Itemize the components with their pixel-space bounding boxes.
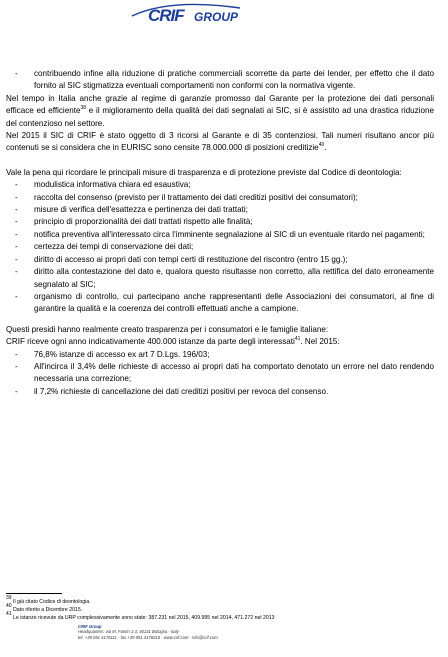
document-body (6, 68, 434, 398)
footnote-ref: 41 (294, 336, 301, 343)
list-item: - modulistica informativa chiara ed esaustiva; (6, 179, 434, 191)
svg-text:GROUP: GROUP (194, 10, 239, 24)
list-item: - diritto alla contestazione del dato e, qualora questo risultasse non corretto, alla rettifica del dato erroneamente segnalato al SIC; (6, 266, 434, 291)
footer-brand: CRIF Group (78, 624, 102, 629)
footnote: $^{40}$ Dato riferito a Dicembre 2015. (6, 603, 83, 614)
page-footer (78, 624, 378, 640)
footnote-ref: 38 (80, 105, 87, 112)
measures-list (6, 179, 434, 315)
list-item: - organismo di controllo, cui partecipano anche rappresentanti delle Associazioni dei consumatori, al fine di garantire la qualità e la coerenza dei controlli effettuati anche a campione. (6, 291, 434, 316)
list-item: - raccolta del consenso (previsto per il trattamento dei dati creditizi positivi dei consumatori); (6, 192, 434, 204)
stats-list (6, 349, 434, 399)
list-item: - contribuendo infine alla riduzione di pratiche commerciali scorrette da parte dei lender, per effetto che il dato fornito al SIC stigmatizza eventuali comportamenti non conformi con la normativa vigente. (6, 68, 434, 93)
list-item: - diritto di accesso ai propri dati con tempi certi di restituzione del riscontro (entro 15 gg.); (6, 254, 434, 266)
paragraph-dispute-reduction: Nel tempo in Italia anche grazie al regime di garanzie promosso dal Garante per la protezione dei dati personali efficace ed efficiente$^{38}$ e il miglioramento della qualità dei dati segnalati ai SIC, si è assistito ad una drastica riduzione del contenzioso nel settore. (6, 93, 434, 128)
list-item: - il 7,2% richieste di cancellazione dei dati creditizi positivi per revoca del consenso. (6, 386, 434, 398)
paragraph-transparency: Questi presidi hanno realmente creato trasparenza per i consumatori e le famiglie italiane: (6, 324, 329, 334)
footnote: $^{39}$ Il già citato Codice di deontologia. (6, 595, 91, 605)
list-item: - misure di verifica dell'esattezza e pertinenza dei dati trattati; (6, 204, 434, 216)
list-item: - certezza dei tempi di conservazione dei dati; (6, 241, 434, 253)
footer-address: Headquarters: via M. Fantin 1-3, 40131 Bologna - Italy (78, 629, 179, 635)
list-item: - notifica preventiva all'interessato circa l'imminente segnalazione al SIC di un eventuale ritardo nei pagamenti; (6, 229, 434, 241)
footnote-ref: 40 (318, 142, 325, 149)
svg-text:CRIF: CRIF (148, 6, 184, 24)
list-item: - principio di proporzionalità dei dati trattati rispetto alle finalità; (6, 216, 434, 228)
paragraph-requests: CRIF riceve ogni anno indicativamente 400.000 istanze da parte degli interessati$^{41}$. Nel 2015: (6, 336, 340, 347)
paragraph-measures-intro: Vale la pena qui ricordare le principali misure di trasparenza e di protezione previste dal Codice di deontologia: (6, 167, 402, 177)
crif-group-logo (130, 2, 300, 24)
footnotes (6, 595, 436, 623)
footer-contacts: tel. +39 051 4176111 - fax +39 051 4176010 - www.crif.com - info@crif.com (78, 634, 218, 640)
list-item: - 76,8% istanze di accesso ex art 7 D.Lgs. 196/03; (6, 349, 434, 361)
footnote-divider (6, 593, 62, 594)
footnote: $^{41}$ Le istanze ricevute da URP complessivamente sono state: 387.231 nel 2015, 409.995 nel 2014, 471.272 nel 2013 (6, 611, 275, 622)
list-item: - All'incirca il 3,4% delle richieste di accesso ai propri dati ha comportato denotato un errore nel dato rendendo necessaria una correzione; (6, 361, 434, 386)
paragraph-2015-cases: Nel 2015 il SIC di CRIF è stato oggetto di 3 ricorsi al Garante e di 35 contenziosi. Tali numeri risultano ancor più contenuti se si considera che in EURISC sono censite 78.000.000 di posizioni creditizie$^{40}$. (6, 131, 434, 153)
